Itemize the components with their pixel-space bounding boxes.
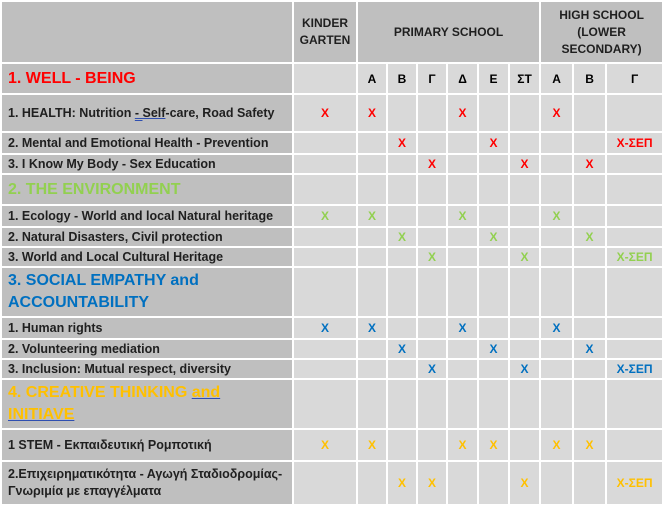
mark-cell [387,359,417,379]
row-label: 3. I Know My Body - Sex Education [1,154,293,174]
mark-cell [540,227,573,247]
mark-cell [509,429,540,461]
mark-cell [387,205,417,227]
mark-cell: Χ-ΣΕΠ [606,132,662,154]
mark-cell [606,154,662,174]
mark-cell: X [509,247,540,267]
mark-cell: X [573,429,606,461]
empty-cell [447,174,478,205]
mark-cell [357,339,387,359]
grade-header: Γ [417,63,447,94]
mark-cell: X [573,339,606,359]
mark-cell: X [447,429,478,461]
section-row [1,174,662,205]
mark-cell [417,94,447,132]
row-label-part: 1. HEALTH: Nutrition [8,105,135,120]
empty-cell [417,267,447,317]
header-row [1,1,662,63]
mark-cell [417,132,447,154]
mark-cell [387,429,417,461]
mark-cell [387,317,417,339]
section-title-part: and [191,384,221,401]
mark-cell [573,94,606,132]
mark-cell [478,205,509,227]
table-row [1,132,662,154]
grade-header: Δ [447,63,478,94]
mark-cell [509,227,540,247]
section-title-part: 4. CREATIVE THINKING [8,384,192,401]
row-label: 2. Mental and Emotional Health - Prevention [1,132,293,154]
mark-cell [606,339,662,359]
mark-cell [447,154,478,174]
grade-header: Γ [606,63,662,94]
mark-cell [606,429,662,461]
mark-cell: X [357,429,387,461]
mark-cell: X [357,317,387,339]
row-label [1,94,293,132]
empty-cell [540,267,573,317]
mark-cell: X [293,94,357,132]
empty-cell [447,379,478,429]
mark-cell [357,132,387,154]
section-row [1,267,662,317]
grade-cell [293,63,357,94]
mark-cell: X [387,227,417,247]
empty-cell [387,267,417,317]
row-label: 2. Volunteering mediation [1,339,293,359]
section-title: 1. WELL - BEING [1,63,293,94]
mark-cell [540,154,573,174]
mark-cell [357,461,387,505]
empty-cell [478,379,509,429]
mark-cell: X [387,461,417,505]
empty-cell [478,267,509,317]
table-row [1,429,662,461]
mark-cell: X [417,247,447,267]
mark-cell [447,461,478,505]
mark-cell: X [540,94,573,132]
empty-cell [606,267,662,317]
mark-cell [417,429,447,461]
row-label: 3. World and Local Cultural Heritage [1,247,293,267]
mark-cell [293,461,357,505]
mark-cell: X [573,154,606,174]
mark-cell: X [447,205,478,227]
mark-cell [387,247,417,267]
mark-cell [478,94,509,132]
mark-cell: X [509,154,540,174]
mark-cell: X [478,429,509,461]
mark-cell [509,132,540,154]
mark-cell [606,317,662,339]
row-label: 1. Ecology - World and local Natural heritage [1,205,293,227]
empty-cell [357,174,387,205]
empty-cell [573,379,606,429]
empty-cell [357,379,387,429]
grade-header: Α [357,63,387,94]
section-title-part: INITIAVE [8,406,75,423]
mark-cell [357,359,387,379]
header-primary-school: PRIMARY SCHOOL [357,1,540,63]
header-high-school: HIGH SCHOOL (LOWER SECONDARY) [540,1,662,63]
grade-header: ΣΤ [509,63,540,94]
section-row [1,379,662,429]
mark-cell [417,317,447,339]
table-row [1,94,662,132]
grade-header: Β [387,63,417,94]
table-row [1,317,662,339]
mark-cell: X-ΣΕΠ [606,461,662,505]
grade-header: Α [540,63,573,94]
empty-cell [573,267,606,317]
empty-cell [509,267,540,317]
row-label-part: Self [142,105,166,120]
mark-cell [387,154,417,174]
mark-cell [573,205,606,227]
empty-cell [540,379,573,429]
table-row [1,154,662,174]
mark-cell [293,339,357,359]
mark-cell: X [478,227,509,247]
mark-cell [478,461,509,505]
mark-cell: X [357,205,387,227]
row-label: 3. Inclusion: Mutual respect, diversity [1,359,293,379]
mark-cell: X [540,205,573,227]
empty-cell [509,174,540,205]
empty-cell [293,174,357,205]
row-label: 1 STEM - Εκπαιδευτική Ρομποτική [1,429,293,461]
mark-cell [293,359,357,379]
mark-cell [540,132,573,154]
mark-cell [293,227,357,247]
mark-cell [478,359,509,379]
mark-cell [447,227,478,247]
table-row [1,205,662,227]
empty-cell [293,379,357,429]
mark-cell [606,227,662,247]
mark-cell: X [540,317,573,339]
empty-cell [447,267,478,317]
mark-cell: X [447,94,478,132]
mark-cell [573,247,606,267]
row-label: 2.Επιχειρηματικότητα - Αγωγή Σταδιοδρομίας- Γνωριμία με επαγγέλματα [1,461,293,505]
mark-cell [606,94,662,132]
empty-cell [417,174,447,205]
empty-cell [387,379,417,429]
row-label: 1. Human rights [1,317,293,339]
mark-cell: X [293,205,357,227]
mark-cell: X [478,339,509,359]
table-row [1,247,662,267]
mark-cell: X [573,227,606,247]
mark-cell [357,227,387,247]
mark-cell: X [509,461,540,505]
mark-cell [540,359,573,379]
mark-cell [293,247,357,267]
table-row [1,227,662,247]
empty-cell [357,267,387,317]
row-label: 2. Natural Disasters, Civil protection [1,227,293,247]
mark-cell [447,247,478,267]
mark-cell: X [417,154,447,174]
mark-cell [417,339,447,359]
mark-cell [447,339,478,359]
mark-cell [606,205,662,227]
mark-cell [573,317,606,339]
mark-cell [417,205,447,227]
mark-cell: X [387,339,417,359]
empty-cell [293,267,357,317]
mark-cell [509,205,540,227]
empty-cell [573,174,606,205]
mark-cell [540,247,573,267]
mark-cell [540,339,573,359]
empty-cell [417,379,447,429]
mark-cell: X [293,429,357,461]
mark-cell [293,154,357,174]
empty-cell [509,379,540,429]
mark-cell [509,339,540,359]
section-title [1,379,293,429]
mark-cell [540,461,573,505]
mark-cell [357,154,387,174]
mark-cell: X [387,132,417,154]
mark-cell: X-ΣΕΠ [606,247,662,267]
mark-cell [478,247,509,267]
table-row [1,339,662,359]
empty-cell [606,174,662,205]
mark-cell [573,359,606,379]
table-row [1,461,662,505]
empty-cell [540,174,573,205]
mark-cell: X [447,317,478,339]
mark-cell: X [540,429,573,461]
mark-cell [509,317,540,339]
mark-cell: X [417,359,447,379]
mark-cell [509,94,540,132]
section-title: 2. THE ENVIRONMENT [1,174,293,205]
section-title: 3. SOCIAL EMPATHY and ACCOUNTABILITY [1,267,293,317]
mark-cell [573,461,606,505]
empty-cell [606,379,662,429]
header-kindergarten: KINDER GARTEN [293,1,357,63]
mark-cell [387,94,417,132]
table-row [1,359,662,379]
mark-cell [478,154,509,174]
mark-cell: X [293,317,357,339]
grade-header: Β [573,63,606,94]
row-label-part: -care, Road Safety [165,105,275,120]
section-row [1,63,662,94]
mark-cell: X [417,461,447,505]
mark-cell [357,247,387,267]
mark-cell [293,132,357,154]
mark-cell [478,317,509,339]
mark-cell: X [509,359,540,379]
mark-cell [447,359,478,379]
empty-cell [387,174,417,205]
mark-cell [417,227,447,247]
mark-cell [447,132,478,154]
mark-cell: X [357,94,387,132]
mark-cell [573,132,606,154]
header-blank [1,1,293,63]
row-label-part: - [134,105,143,120]
grade-header: Ε [478,63,509,94]
mark-cell: X [478,132,509,154]
mark-cell: X-ΣΕΠ [606,359,662,379]
empty-cell [478,174,509,205]
